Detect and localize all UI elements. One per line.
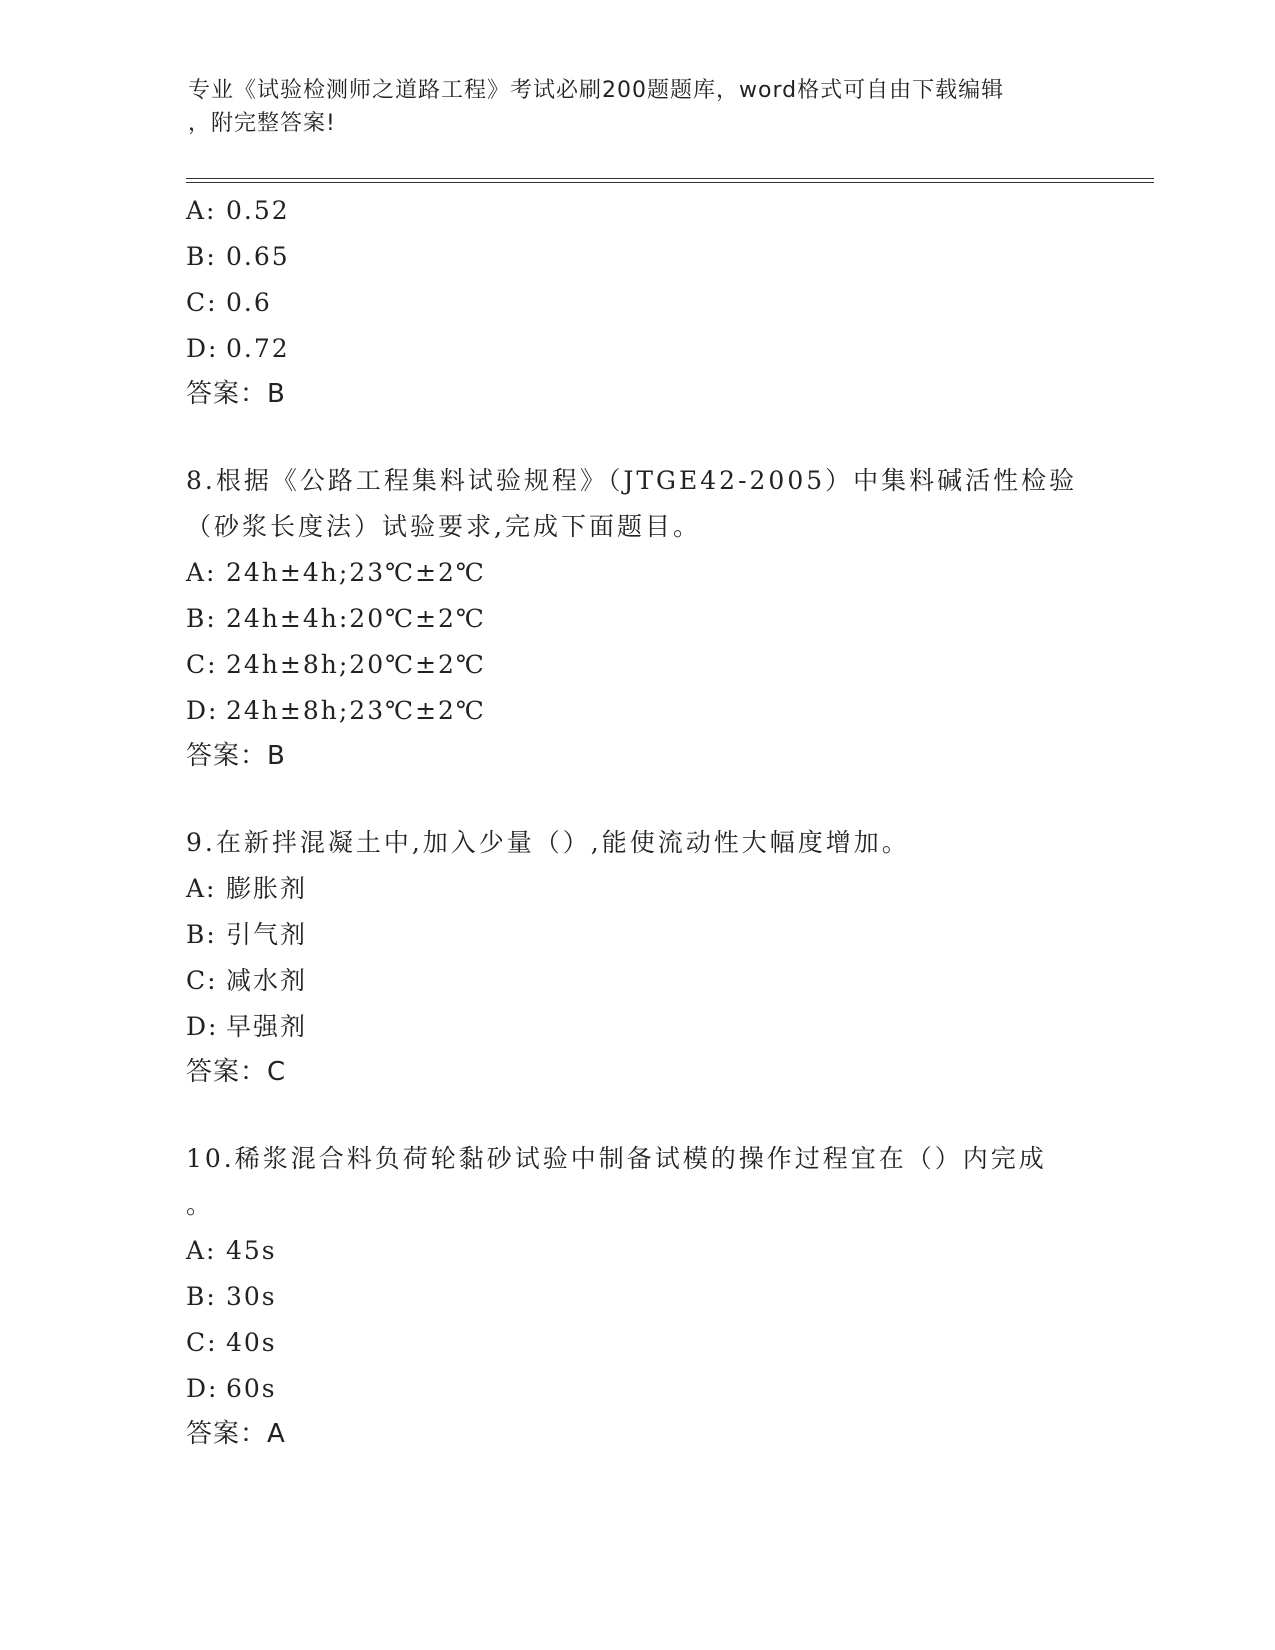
option-a: A: 45s xyxy=(186,1228,1086,1274)
option-a: A: 膨胀剂 xyxy=(186,866,1086,912)
option-label: D: xyxy=(186,1012,219,1041)
header-title-line-1: 专业《试验检测师之道路工程》考试必刷200题题库，word格式可自由下载编辑 xyxy=(188,78,1005,103)
option-label: B: xyxy=(186,920,217,949)
option-label: C: xyxy=(186,966,218,995)
question-text-line-1: 8.根据《公路工程集料试验规程》（JTGE42-2005）中集料碱活性检验 xyxy=(186,466,1078,495)
question-text-line-2: （砂浆长度法）试验要求,完成下面题目。 xyxy=(186,512,701,541)
question-9 xyxy=(186,820,1086,1094)
option-d: D: 0.72 xyxy=(186,326,1086,372)
option-c: C: 24h±8h;20℃±2℃ xyxy=(186,642,1086,688)
option-label: A: xyxy=(186,558,217,587)
document-header xyxy=(188,74,1068,140)
option-a: A: 24h±4h;23℃±2℃ xyxy=(186,550,1086,596)
question-8 xyxy=(186,458,1086,778)
option-b: B: 24h±4h:20℃±2℃ xyxy=(186,596,1086,642)
option-c: C: 减水剂 xyxy=(186,958,1086,1004)
option-d: D: 24h±8h;23℃±2℃ xyxy=(186,688,1086,734)
option-label: A: xyxy=(186,1236,217,1265)
option-b: B: 0.65 xyxy=(186,234,1086,280)
answer-line: 答案：B xyxy=(186,741,286,771)
option-label: B: xyxy=(186,242,217,271)
option-label: B: xyxy=(186,604,217,633)
option-label: C: xyxy=(186,650,218,679)
option-b: B: 30s xyxy=(186,1274,1086,1320)
answer-line: 答案：B xyxy=(186,379,286,409)
option-label: C: xyxy=(186,1328,218,1357)
question-list xyxy=(186,188,1086,1456)
question-text-line-1: 9.在新拌混凝土中,加入少量（）,能使流动性大幅度增加。 xyxy=(186,828,910,857)
question-10 xyxy=(186,1136,1086,1456)
option-label: D: xyxy=(186,334,219,363)
answer-line: 答案：C xyxy=(186,1057,287,1087)
answer-line: 答案：A xyxy=(186,1419,286,1449)
option-label: B: xyxy=(186,1282,217,1311)
option-label: C: xyxy=(186,288,218,317)
option-a: A: 0.52 xyxy=(186,188,1086,234)
header-divider-bottom xyxy=(186,182,1154,183)
option-label: D: xyxy=(186,1374,219,1403)
option-label: A: xyxy=(186,874,217,903)
question-text-line-2: 。 xyxy=(186,1190,215,1219)
header-divider-top xyxy=(186,178,1154,179)
question-7 xyxy=(186,188,1086,416)
option-c: C: 0.6 xyxy=(186,280,1086,326)
option-b: B: 引气剂 xyxy=(186,912,1086,958)
option-d: D: 60s xyxy=(186,1366,1086,1412)
header-title-line-2: ，附完整答案! xyxy=(188,111,336,136)
option-label: A: xyxy=(186,196,217,225)
question-text-line-1: 10.稀浆混合料负荷轮黏砂试验中制备试模的操作过程宜在（）内完成 xyxy=(186,1144,1047,1173)
option-d: D: 早强剂 xyxy=(186,1004,1086,1050)
option-c: C: 40s xyxy=(186,1320,1086,1366)
option-label: D: xyxy=(186,696,219,725)
